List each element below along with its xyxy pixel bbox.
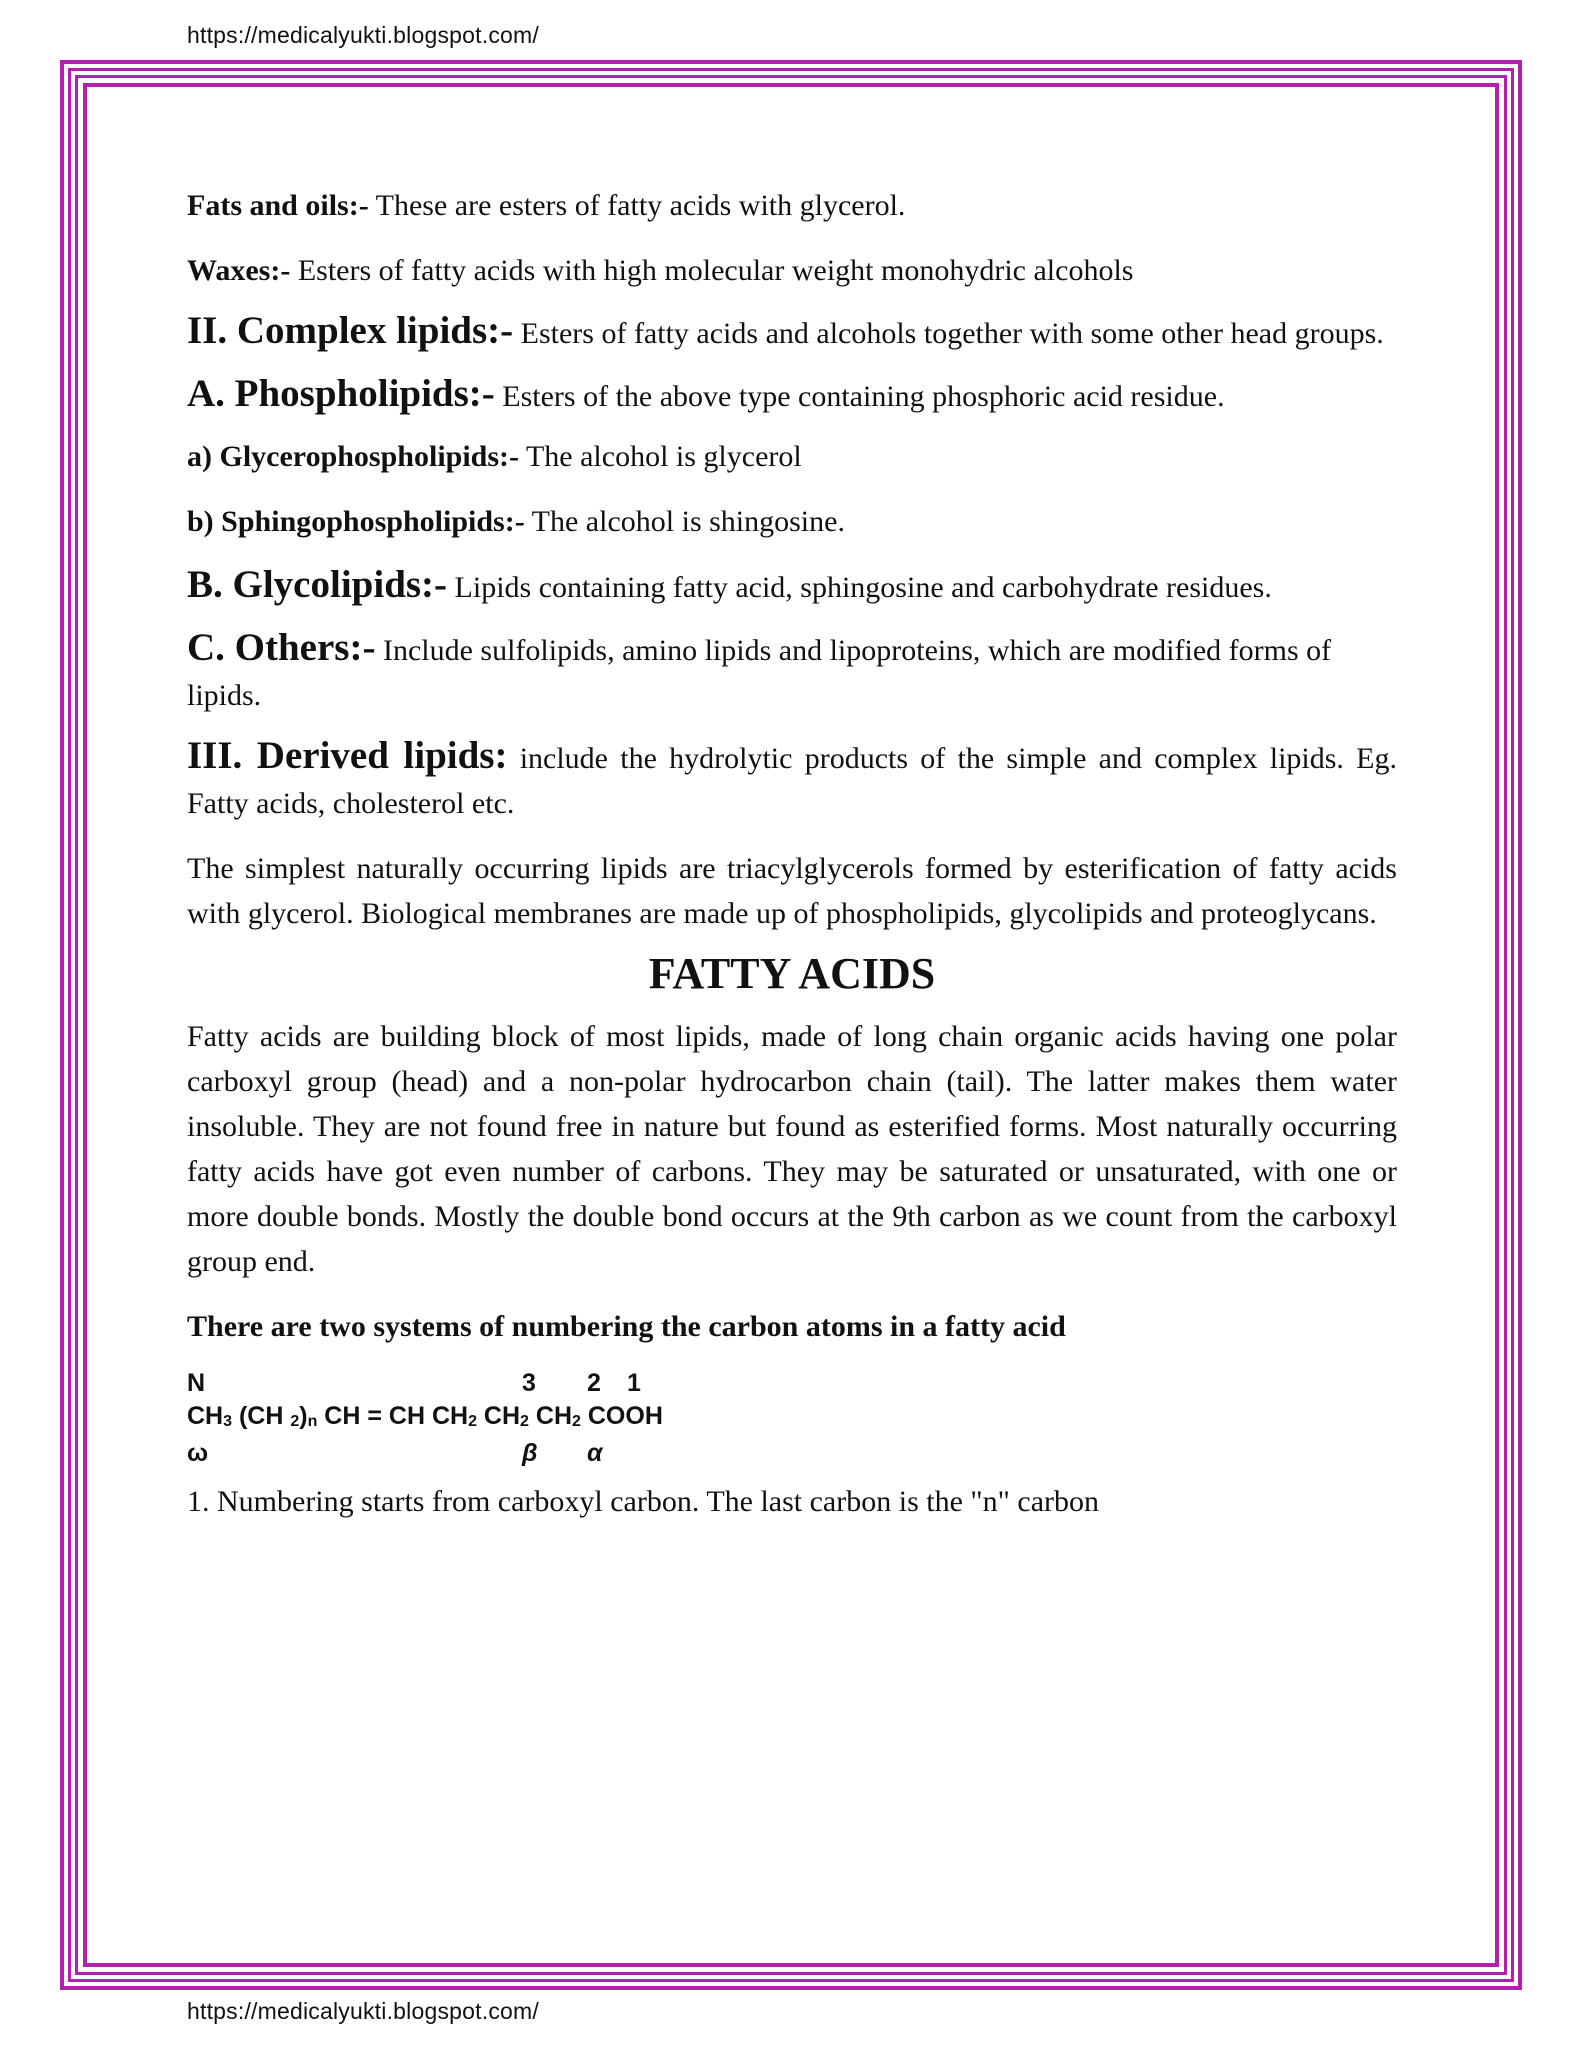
waxes-paragraph — [187, 248, 1397, 293]
numbering-point-1: 1. Numbering starts from carboxyl carbon. The last carbon is the "n" carbon — [187, 1485, 1100, 1518]
glyco-text: Lipids containing fatty acid, sphingosine and carbohydrate residues. — [447, 571, 1272, 604]
fats-and-oils-paragraph — [187, 183, 1397, 228]
phospho-text: Esters of the above type containing phosphoric acid residue. — [494, 380, 1225, 413]
complex-text: Esters of fatty acids and alcohols together with some other head groups. — [513, 317, 1384, 350]
waxes-label: Waxes:- — [187, 254, 291, 287]
glycerophospholipids-paragraph — [187, 434, 1397, 479]
formula-sub-3: 3 — [223, 1413, 233, 1430]
complex-label: II. Complex lipids:- — [187, 309, 514, 352]
derived-lipids-paragraph — [187, 733, 1397, 826]
derived-label: III. Derived lipids: — [187, 734, 508, 777]
formula-ch3: CH — [187, 1402, 224, 1430]
page-content — [187, 183, 1397, 1524]
formula-carbon-3-label: 3 — [522, 1369, 536, 1397]
glycero-label: a) Glycerophospholipids:- — [187, 440, 520, 473]
glycolipids-paragraph — [187, 562, 1397, 610]
fats-label: Fats and oils:- — [187, 189, 369, 222]
footer-url: https://medicalyukti.blogspot.com/ — [187, 1998, 539, 2024]
sphingophospholipids-paragraph — [187, 499, 1397, 544]
formula-paren-close: ) — [299, 1402, 308, 1430]
formula-sub-n: n — [307, 1413, 318, 1430]
fats-text: These are esters of fatty acids with glycerol. — [368, 189, 906, 222]
phospholipids-paragraph — [187, 371, 1397, 419]
simplest-lipids-paragraph: The simplest naturally occurring lipids are triacylglycerols formed by esterification of fatty acids with glycerol. Biological membranes are made up of phospholipids, glycolipids and proteoglycans. — [187, 852, 1397, 930]
formula-carbon-1-label: 1 — [627, 1369, 641, 1397]
glycero-text: The alcohol is glycerol — [519, 440, 802, 473]
others-paragraph — [187, 625, 1397, 718]
others-text: Include sulfolipids, amino lipids and lipoproteins, which are modified forms of lipids. — [187, 634, 1332, 712]
header-url: https://medicalyukti.blogspot.com/ — [187, 22, 539, 48]
formula-sub-2c: 2 — [520, 1413, 529, 1430]
fatty-acids-paragraph: Fatty acids are building block of most lipids, made of long chain organic acids having one polar carboxyl group (head) and a non-polar hydrocarbon chain (tail). The latter makes them water insoluble. They are not found free in nature but found as esterified forms. Most naturally occurring fatty acids have got even number of carbons. They may be saturated or unsaturated, with one or more double bonds. Mostly the double bond occurs at the 9th carbon as we count from the carboxyl group end. — [187, 1020, 1397, 1278]
phospho-label: A. Phospholipids:- — [187, 372, 495, 415]
formula-beta-label: β — [522, 1439, 538, 1467]
formula-cooh: COOH — [580, 1402, 663, 1430]
formula-sub-2a: 2 — [290, 1413, 300, 1430]
fatty-acid-formula — [187, 1361, 1397, 1471]
formula-n-label: N — [187, 1369, 206, 1397]
others-label: C. Others:- — [187, 626, 376, 669]
formula-paren-open: (CH — [232, 1402, 291, 1430]
formula-ch2d: CH — [528, 1402, 573, 1430]
formula-ch2c: CH — [476, 1402, 521, 1430]
formula-sub-2d: 2 — [572, 1413, 581, 1430]
complex-lipids-paragraph — [187, 308, 1397, 356]
numbering-systems-heading: There are two systems of numbering the carbon atoms in a fatty acid — [187, 1310, 1066, 1343]
waxes-text: Esters of fatty acids with high molecular weight monohydric alcohols — [290, 254, 1134, 287]
sphingo-label: b) Sphingophospholipids:- — [187, 505, 525, 538]
formula-middle: CH = CH CH — [317, 1402, 469, 1430]
section-heading: FATTY ACIDS — [648, 949, 936, 998]
glyco-label: B. Glycolipids:- — [187, 563, 448, 606]
formula-carbon-2-label: 2 — [587, 1369, 601, 1397]
derived-text: include the hydrolytic products of the simple and complex lipids. Eg. Fatty acids, cholesterol etc. — [187, 742, 1397, 820]
formula-alpha-label: α — [587, 1439, 603, 1467]
formula-sub-2b: 2 — [468, 1413, 477, 1430]
formula-omega-label: ω — [187, 1439, 209, 1467]
sphingo-text: The alcohol is shingosine. — [524, 505, 845, 538]
